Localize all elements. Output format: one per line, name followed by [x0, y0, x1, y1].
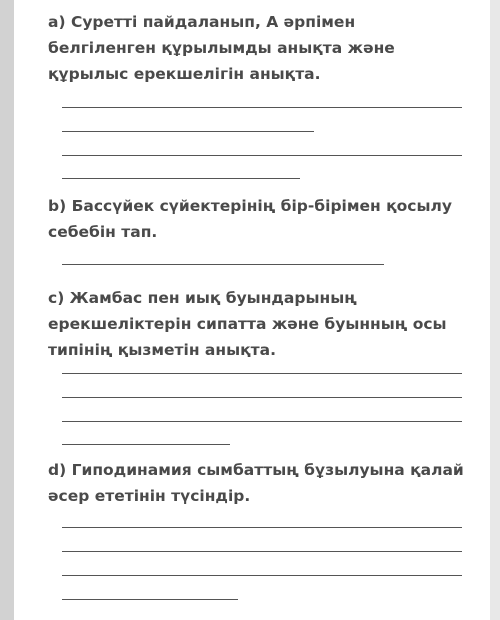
answer-line[interactable] — [62, 575, 462, 576]
answer-line[interactable] — [62, 178, 300, 179]
answer-line[interactable] — [62, 155, 462, 156]
answer-line[interactable] — [62, 264, 384, 265]
answer-line[interactable] — [62, 373, 462, 374]
answer-line[interactable] — [62, 599, 238, 600]
question-a: a) Суретті пайдаланып, А әрпімен белгіленген құрылымды анықта және құрылыс ерекшелігін анықта. — [48, 13, 395, 83]
question-c: c) Жамбас пен иық буындарының ерекшеліктерін сипатта және буынның осы типінің қызметін анықта. — [48, 289, 447, 359]
answer-line[interactable] — [62, 131, 314, 132]
answer-line[interactable] — [62, 397, 462, 398]
worksheet-page — [14, 0, 490, 620]
page-edge — [490, 0, 500, 620]
question-d: d) Гиподинамия сымбаттың бұзылуына қалай әсер ететінін түсіндір. — [48, 461, 464, 505]
answer-line[interactable] — [62, 107, 462, 108]
answer-line[interactable] — [62, 527, 462, 528]
answer-line[interactable] — [62, 551, 462, 552]
question-b: b) Бассүйек сүйектерінің бір-бірімен қосылу себебін тап. — [48, 197, 452, 241]
answer-line[interactable] — [62, 421, 462, 422]
answer-line[interactable] — [62, 444, 230, 445]
